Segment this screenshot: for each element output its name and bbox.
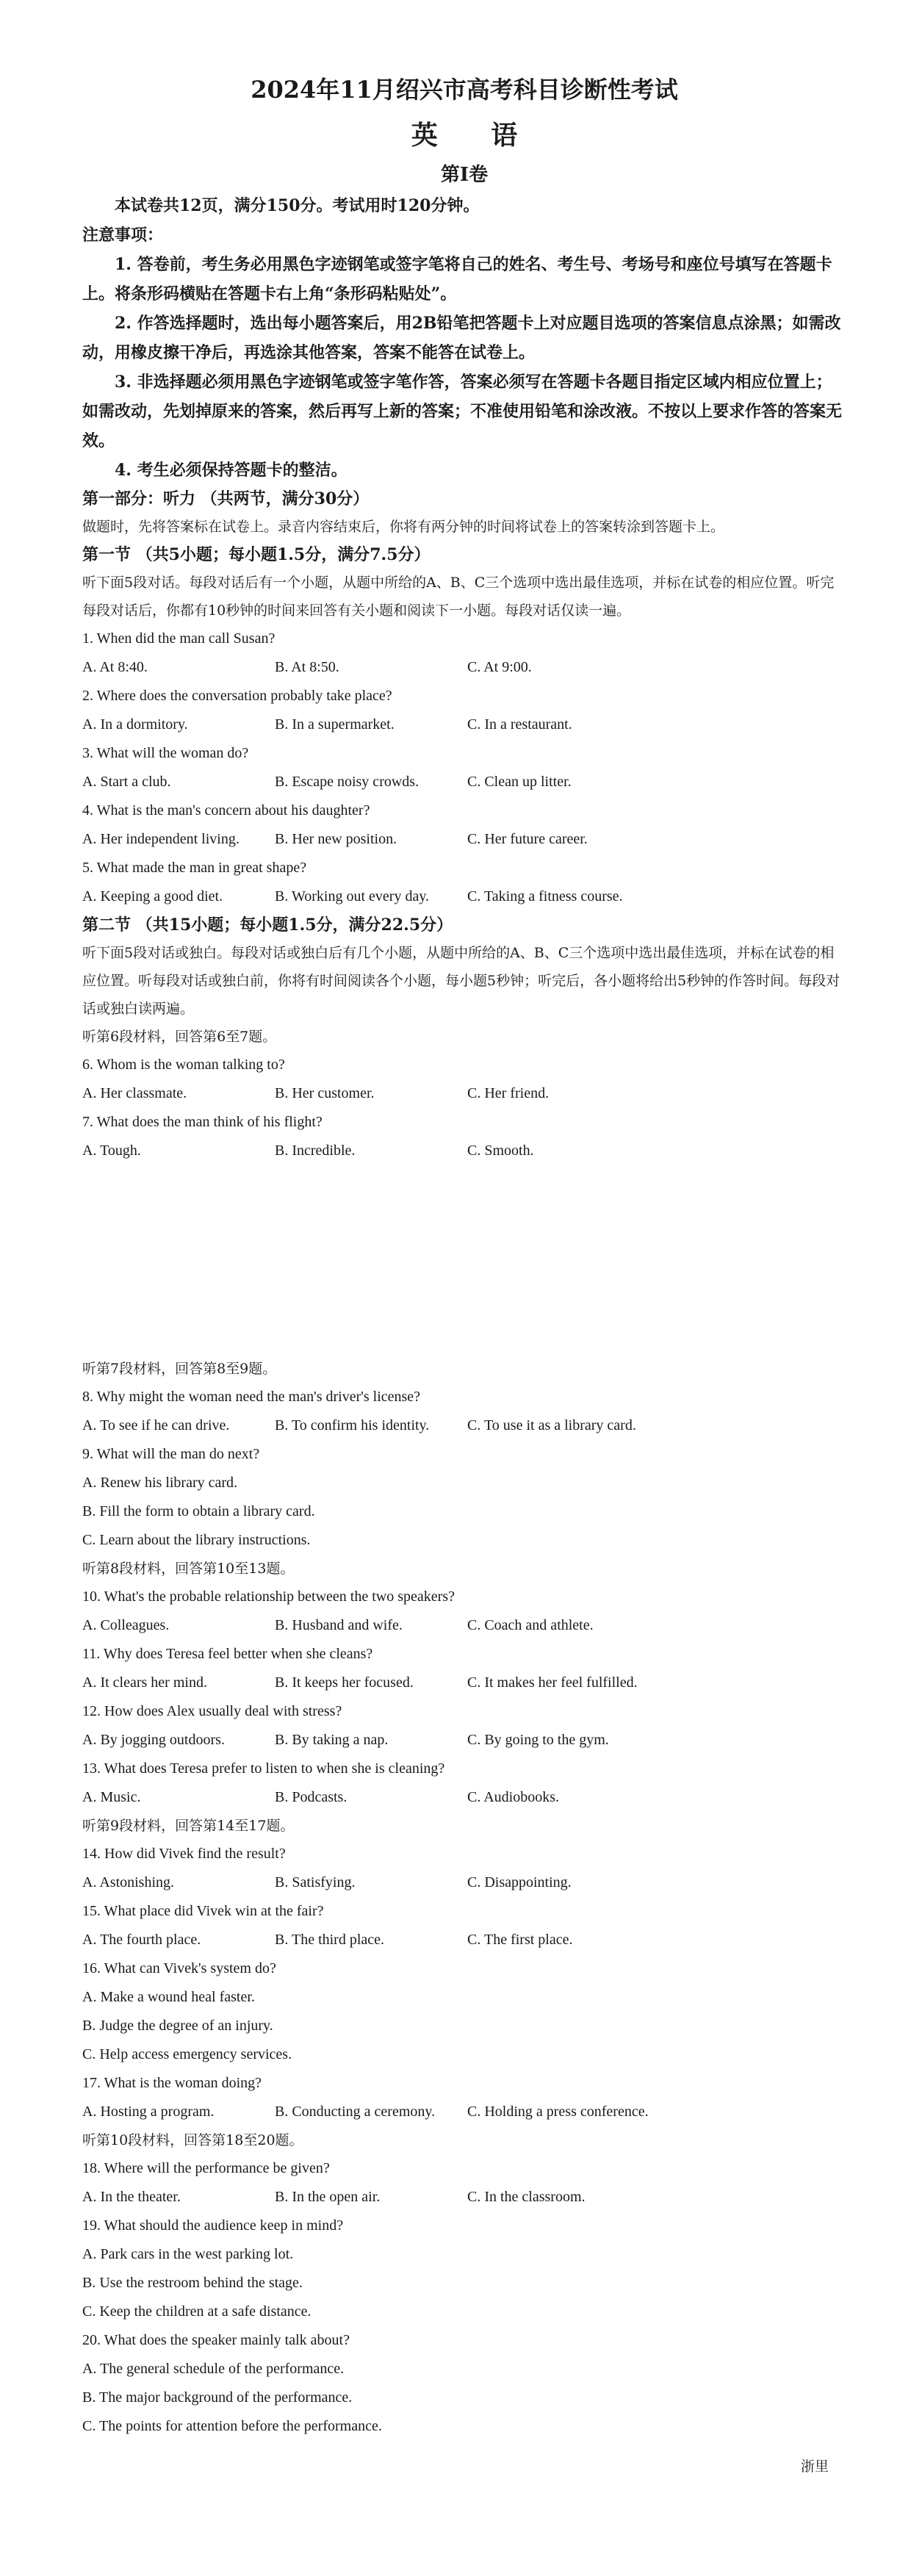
question-text: 15. What place did Vivek win at the fair? — [82, 1903, 324, 1919]
option-c: C. To use it as a library card. — [467, 1417, 636, 1433]
option-b: B. Husband and wife. — [275, 1617, 403, 1633]
question-2 — [82, 682, 846, 739]
option-c: C. In a restaurant. — [467, 716, 572, 733]
question-text: 20. What does the speaker mainly talk about? — [82, 2332, 350, 2348]
question-19 — [82, 2212, 846, 2326]
question-13 — [82, 1755, 846, 1812]
question-text: 5. What made the man in great shape? — [82, 860, 307, 876]
question-text: 17. What is the woman doing? — [82, 2075, 262, 2091]
question-text: 3. What will the woman do? — [82, 745, 249, 761]
option-b: B. In a supermarket. — [275, 716, 395, 733]
option-b: B. Conducting a ceremony. — [275, 2104, 436, 2120]
question-18 — [82, 2154, 846, 2212]
material-9-label: 听第9段材料，回答第14至17题。 — [82, 1818, 295, 1834]
question-text: 11. Why does Teresa feel better when she cleans? — [82, 1646, 373, 1662]
option-b: B. In the open air. — [275, 2189, 381, 2205]
notes-heading: 注意事项： — [82, 226, 164, 245]
question-text: 12. How does Alex usually deal with stress? — [82, 1703, 342, 1719]
question-text: 16. What can Vivek's system do? — [82, 1960, 276, 1976]
part1-note: 做题时，先将答案标在试卷上。录音内容结束后，你将有两分钟的时间将试卷上的答案转涂到答题卡上。 — [82, 519, 725, 535]
options-row — [82, 882, 846, 911]
material-7-label: 听第7段材料，回答第8至9题。 — [82, 1361, 277, 1377]
options-row — [82, 710, 846, 739]
question-8 — [82, 1383, 846, 1440]
option-a: A. Colleagues. — [82, 1617, 170, 1633]
question-text: 1. When did the man call Susan? — [82, 630, 276, 647]
option-c: C. The points for attention before the performance. — [82, 2418, 382, 2434]
option-c: C. Audiobooks. — [467, 1789, 560, 1805]
option-c: C. Learn about the library instructions. — [82, 1532, 311, 1548]
option-a: A. Renew his library card. — [82, 1475, 238, 1491]
option-b: B. Working out every day. — [275, 888, 430, 904]
question-20 — [82, 2326, 846, 2441]
question-text: 18. Where will the performance be given? — [82, 2160, 330, 2176]
blank-space — [82, 1165, 846, 1355]
options-row — [82, 825, 846, 854]
option-b: B. To confirm his identity. — [275, 1417, 430, 1433]
question-text: 10. What's the probable relationship between the two speakers? — [82, 1589, 455, 1605]
material-8-label: 听第8段材料，回答第10至13题。 — [82, 1561, 295, 1577]
question-3 — [82, 739, 846, 796]
option-a: A. In a dormitory. — [82, 716, 188, 733]
exam-intro: 本试卷共12页，满分150分。考试用时120分钟。 — [115, 196, 480, 215]
page-footer-mark: 浙里 — [800, 2458, 829, 2475]
options-row — [82, 1868, 846, 1897]
options-row — [82, 1137, 846, 1165]
option-a: A. Hosting a program. — [82, 2104, 215, 2120]
question-7 — [82, 1108, 846, 1165]
question-text: 4. What is the man's concern about his daughter? — [82, 802, 370, 819]
option-b: B. Satisfying. — [275, 1874, 356, 1890]
options-row — [82, 2183, 846, 2212]
question-12 — [82, 1697, 846, 1755]
options-row — [82, 653, 846, 682]
option-a: A. Her independent living. — [82, 831, 240, 847]
options-row — [82, 1669, 846, 1697]
question-text: 2. Where does the conversation probably take place? — [82, 688, 392, 704]
question-15 — [82, 1897, 846, 1954]
option-c: C. Her future career. — [467, 831, 588, 847]
subject-title: 英 语 — [411, 120, 540, 151]
part1-heading: 第一部分：听力 （共两节，满分30分） — [82, 489, 370, 508]
option-a: A. Start a club. — [82, 774, 171, 790]
option-a: A. At 8:40. — [82, 659, 148, 675]
exam-title: 2024年11月绍兴市高考科目诊断性考试 — [251, 76, 678, 104]
option-c: C. In the classroom. — [467, 2189, 586, 2205]
options-row — [82, 1783, 846, 1812]
option-c: C. Help access emergency services. — [82, 2046, 292, 2062]
question-text: 7. What does the man think of his flight? — [82, 1114, 323, 1130]
question-5 — [82, 854, 846, 911]
option-b: B. Escape noisy crowds. — [275, 774, 420, 790]
material-10-label: 听第10段材料，回答第18至20题。 — [82, 2132, 303, 2148]
option-a: A. Astonishing. — [82, 1874, 175, 1890]
option-b: B. The third place. — [275, 1932, 385, 1948]
question-text: 8. Why might the woman need the man's driver's license? — [82, 1389, 421, 1405]
question-text: 14. How did Vivek find the result? — [82, 1846, 286, 1862]
question-text: 19. What should the audience keep in mind? — [82, 2217, 344, 2234]
material-6-label: 听第6段材料，回答第6至7题。 — [82, 1029, 277, 1045]
section1-heading: 第一节 （共5小题；每小题1.5分，满分7.5分） — [82, 545, 431, 564]
note-item-3: 3. 非选择题必须用黑色字迹钢笔或签字笔作答，答案必须写在答题卡各题目指定区域内相应位置上；如需改动，先划掉原来的答案，然后再写上新的答案；不准使用铅笔和涂改液。不按以上要求作答的答案无效。 — [82, 373, 843, 450]
option-c: C. Coach and athlete. — [467, 1617, 594, 1633]
options-row — [82, 1079, 846, 1108]
options-row — [82, 1411, 846, 1440]
option-c: C. At 9:00. — [467, 659, 532, 675]
option-a: A. Tough. — [82, 1143, 141, 1159]
option-a: A. The fourth place. — [82, 1932, 201, 1948]
option-b: B. Her customer. — [275, 1085, 375, 1101]
section2-note: 听下面5段对话或独白。每段对话或独白后有几个小题，从题中所给的A、B、C三个选项中选出最佳选项，并标在试卷的相应位置。听每段对话或独白前，你将有时间阅读各个小题，每小题5秒钟；听完后，各小题将给出5秒钟的作答时间。每段对话或独白读两遍。 — [82, 945, 840, 1017]
option-a: A. Make a wound heal faster. — [82, 1989, 255, 2005]
option-c: C. Clean up litter. — [467, 774, 572, 790]
options-row — [82, 768, 846, 796]
question-4 — [82, 796, 846, 854]
option-c: C. Taking a fitness course. — [467, 888, 623, 904]
option-b: B. By taking a nap. — [275, 1732, 389, 1748]
question-text: 6. Whom is the woman talking to? — [82, 1057, 285, 1073]
section2-heading: 第二节 （共15小题；每小题1.5分，满分22.5分） — [82, 915, 453, 935]
option-c: C. Keep the children at a safe distance. — [82, 2303, 312, 2320]
options-row — [82, 1726, 846, 1755]
note-item-4: 4. 考生必须保持答题卡的整洁。 — [115, 461, 348, 480]
page-content — [82, 71, 846, 2441]
volume-label: 第Ⅰ卷 — [440, 164, 489, 186]
option-a: A. Music. — [82, 1789, 141, 1805]
option-c: C. Her friend. — [467, 1085, 550, 1101]
options-row — [82, 1926, 846, 1954]
question-11 — [82, 1640, 846, 1697]
option-b: B. It keeps her focused. — [275, 1674, 414, 1691]
option-a: A. Her classmate. — [82, 1085, 187, 1101]
option-a: A. Park cars in the west parking lot. — [82, 2246, 294, 2262]
option-b: B. Use the restroom behind the stage. — [82, 2275, 303, 2291]
option-a: A. In the theater. — [82, 2189, 181, 2205]
option-c: C. The first place. — [467, 1932, 573, 1948]
question-16 — [82, 1954, 846, 2069]
option-b: B. Her new position. — [275, 831, 397, 847]
option-c: C. Holding a press conference. — [467, 2104, 649, 2120]
question-text: 13. What does Teresa prefer to listen to when she is cleaning? — [82, 1760, 445, 1777]
option-a: A. The general schedule of the performance. — [82, 2361, 345, 2377]
note-item-2: 2. 作答选择题时，选出每小题答案后，用2B铅笔把答题卡上对应题目选项的答案信息点涂黑；如需改动，用橡皮擦干净后，再选涂其他答案，答案不能答在试卷上。 — [82, 314, 841, 362]
options-row — [82, 1611, 846, 1640]
option-b: B. The major background of the performance. — [82, 2389, 353, 2406]
note-item-1: 1. 答卷前，考生务必用黑色字迹钢笔或签字笔将自己的姓名、考生号、考场号和座位号填写在答题卡上。将条形码横贴在答题卡右上角“条形码粘贴处”。 — [82, 255, 832, 303]
question-6 — [82, 1051, 846, 1108]
option-c: C. Smooth. — [467, 1143, 534, 1159]
option-c: C. It makes her feel fulfilled. — [467, 1674, 638, 1691]
option-c: C. By going to the gym. — [467, 1732, 609, 1748]
option-c: C. Disappointing. — [467, 1874, 572, 1890]
option-a: A. It clears her mind. — [82, 1674, 207, 1691]
options-row — [82, 2098, 846, 2126]
option-a: A. Keeping a good diet. — [82, 888, 223, 904]
option-b: B. Podcasts. — [275, 1789, 348, 1805]
question-17 — [82, 2069, 846, 2126]
section1-note: 听下面5段对话。每段对话后有一个小题，从题中所给的A、B、C三个选项中选出最佳选项，并标在试卷的相应位置。听完每段对话后，你都有10秒钟的时间来回答有关小题和阅读下一小题。每段对话仅读一遍。 — [82, 575, 835, 619]
option-b: B. Incredible. — [275, 1143, 356, 1159]
question-text: 9. What will the man do next? — [82, 1446, 260, 1462]
question-9 — [82, 1440, 846, 1555]
question-10 — [82, 1583, 846, 1640]
option-a: A. By jogging outdoors. — [82, 1732, 225, 1748]
question-1 — [82, 625, 846, 682]
question-14 — [82, 1840, 846, 1897]
option-a: A. To see if he can drive. — [82, 1417, 230, 1433]
option-b: B. Fill the form to obtain a library card. — [82, 1503, 315, 1519]
option-b: B. Judge the degree of an injury. — [82, 2018, 273, 2034]
option-b: B. At 8:50. — [275, 659, 339, 675]
